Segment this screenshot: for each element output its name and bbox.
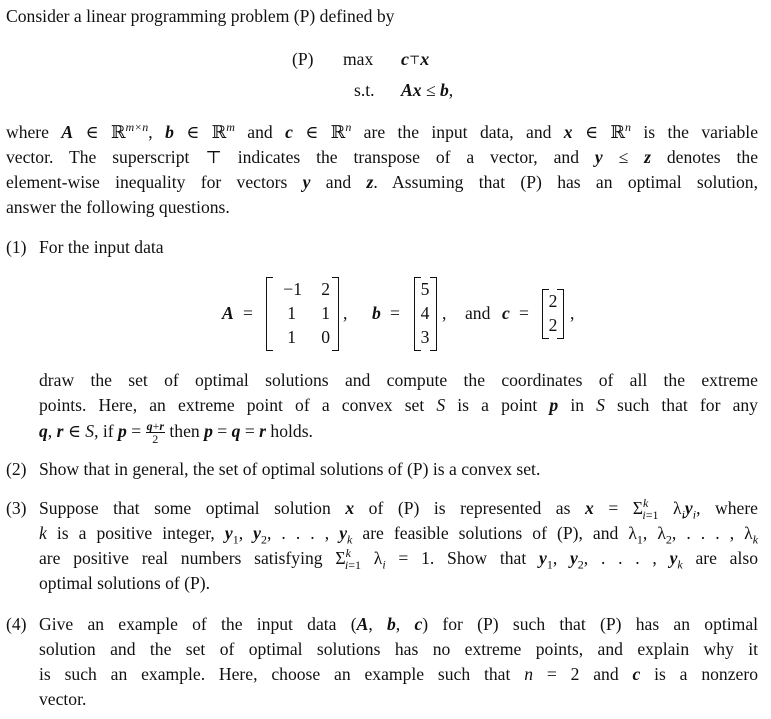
objective-expr: c⊤x xyxy=(401,49,430,69)
vector-b-cell: 3 xyxy=(420,327,430,347)
q1-line-1: draw the set of optimal solutions and compute the coordinates of all the extreme xyxy=(39,370,758,390)
intro-text: Consider a linear programming problem (P) defined by xyxy=(6,6,395,26)
vector-c-cell: 2 xyxy=(548,315,558,335)
q4-number: (4) xyxy=(6,614,27,634)
q3-line-4: optimal solutions of (P). xyxy=(39,573,211,593)
constraint-expr: Ax ≤ b, xyxy=(401,80,454,100)
q2-text: Show that in general, the set of optimal solutions of (P) is a convex set. xyxy=(39,459,541,479)
objective-keyword: max xyxy=(343,49,374,69)
matrix-a-cell: 1 xyxy=(321,303,330,323)
q1-number: (1) xyxy=(6,237,27,257)
q2-number: (2) xyxy=(6,459,27,479)
matrix-a-cell: 1 xyxy=(287,303,296,323)
vector-b-label: b xyxy=(372,303,381,323)
q4-line-2: solution and the set of optimal solutions has no extreme points, and explain why it xyxy=(39,639,758,659)
problem-label: (P) xyxy=(292,49,314,69)
matrix-a-cell: 2 xyxy=(321,279,330,299)
vector-c xyxy=(542,289,564,339)
def-line-4: answer the following questions. xyxy=(6,197,230,217)
q1-intro: For the input data xyxy=(39,237,164,257)
def-line-3: element-wise inequality for vectors y and z. Assuming that (P) has an optimal solution, xyxy=(6,172,758,192)
constraint-keyword: s.t. xyxy=(354,80,375,100)
matrix-a-eq: = xyxy=(243,303,253,323)
matrix-a-cell: 0 xyxy=(321,327,330,347)
def-line-1: where A ∈ ℝ$^{m\times n}$, b ∈ ℝ$^m$ and c ∈ ℝ$^n$ are the input data, and x ∈ ℝ$^n$ is the variable xyxy=(6,120,759,142)
def-line-2: vector. The superscript ⊤ indicates the transpose of a vector, and y ≤ z denotes the xyxy=(6,147,759,167)
matrix-a-label: A xyxy=(222,303,234,323)
vector-b-eq: = xyxy=(390,303,400,323)
q4-line-1: Give an example of the input data (A, b, c) for (P) such that (P) has an optimal xyxy=(39,614,759,634)
matrix-a-cell: 1 xyxy=(287,327,296,347)
q1-line-2: points. Here, an extreme point of a convex set S is a point p in S such that for any xyxy=(39,395,758,415)
q4-line-4: vector. xyxy=(39,689,87,709)
q1-line-3: q, r ∈ S, if p = $\frac{q+r}{2}$ then p = q = r holds. xyxy=(39,419,313,447)
vector-c-eq: = xyxy=(519,303,529,323)
sep-comma: , xyxy=(570,303,575,323)
sep-comma: , xyxy=(343,303,348,323)
q4-line-3: is such an example. Here, choose an example such that n = 2 and c is a nonzero xyxy=(39,664,758,684)
vector-c-cell: 2 xyxy=(548,291,558,311)
vector-b xyxy=(414,277,437,351)
sep-comma: , xyxy=(442,303,447,323)
matrix-a-cell: −1 xyxy=(283,279,302,299)
vector-c-label: c xyxy=(502,303,510,323)
q3-line-3: are positive real numbers satisfying $\Sigma^k_{i=1}$ $\lambda_i = 1$. Show that $y_1$, $y_2$, . . . , $y_k$ are also xyxy=(39,546,759,572)
q3-number: (3) xyxy=(6,498,27,518)
q3-line-2: k is a positive integer, $y_1$, $y_2$, . . . , $y_k$ are feasible solutions of (P), and $\lambda_1$, $\lambda_2$, . . . , $\lambda_k$ xyxy=(39,523,759,547)
vector-b-cell: 5 xyxy=(420,279,430,299)
vector-b-cell: 4 xyxy=(420,303,430,323)
matrix-a xyxy=(266,277,339,351)
q3-line-1: Suppose that some optimal solution x of (P) is represented as $x = \Sigma^k_{i=1}$ $\lambda_iy_i$, where xyxy=(39,496,758,522)
and-text: and xyxy=(465,303,491,323)
